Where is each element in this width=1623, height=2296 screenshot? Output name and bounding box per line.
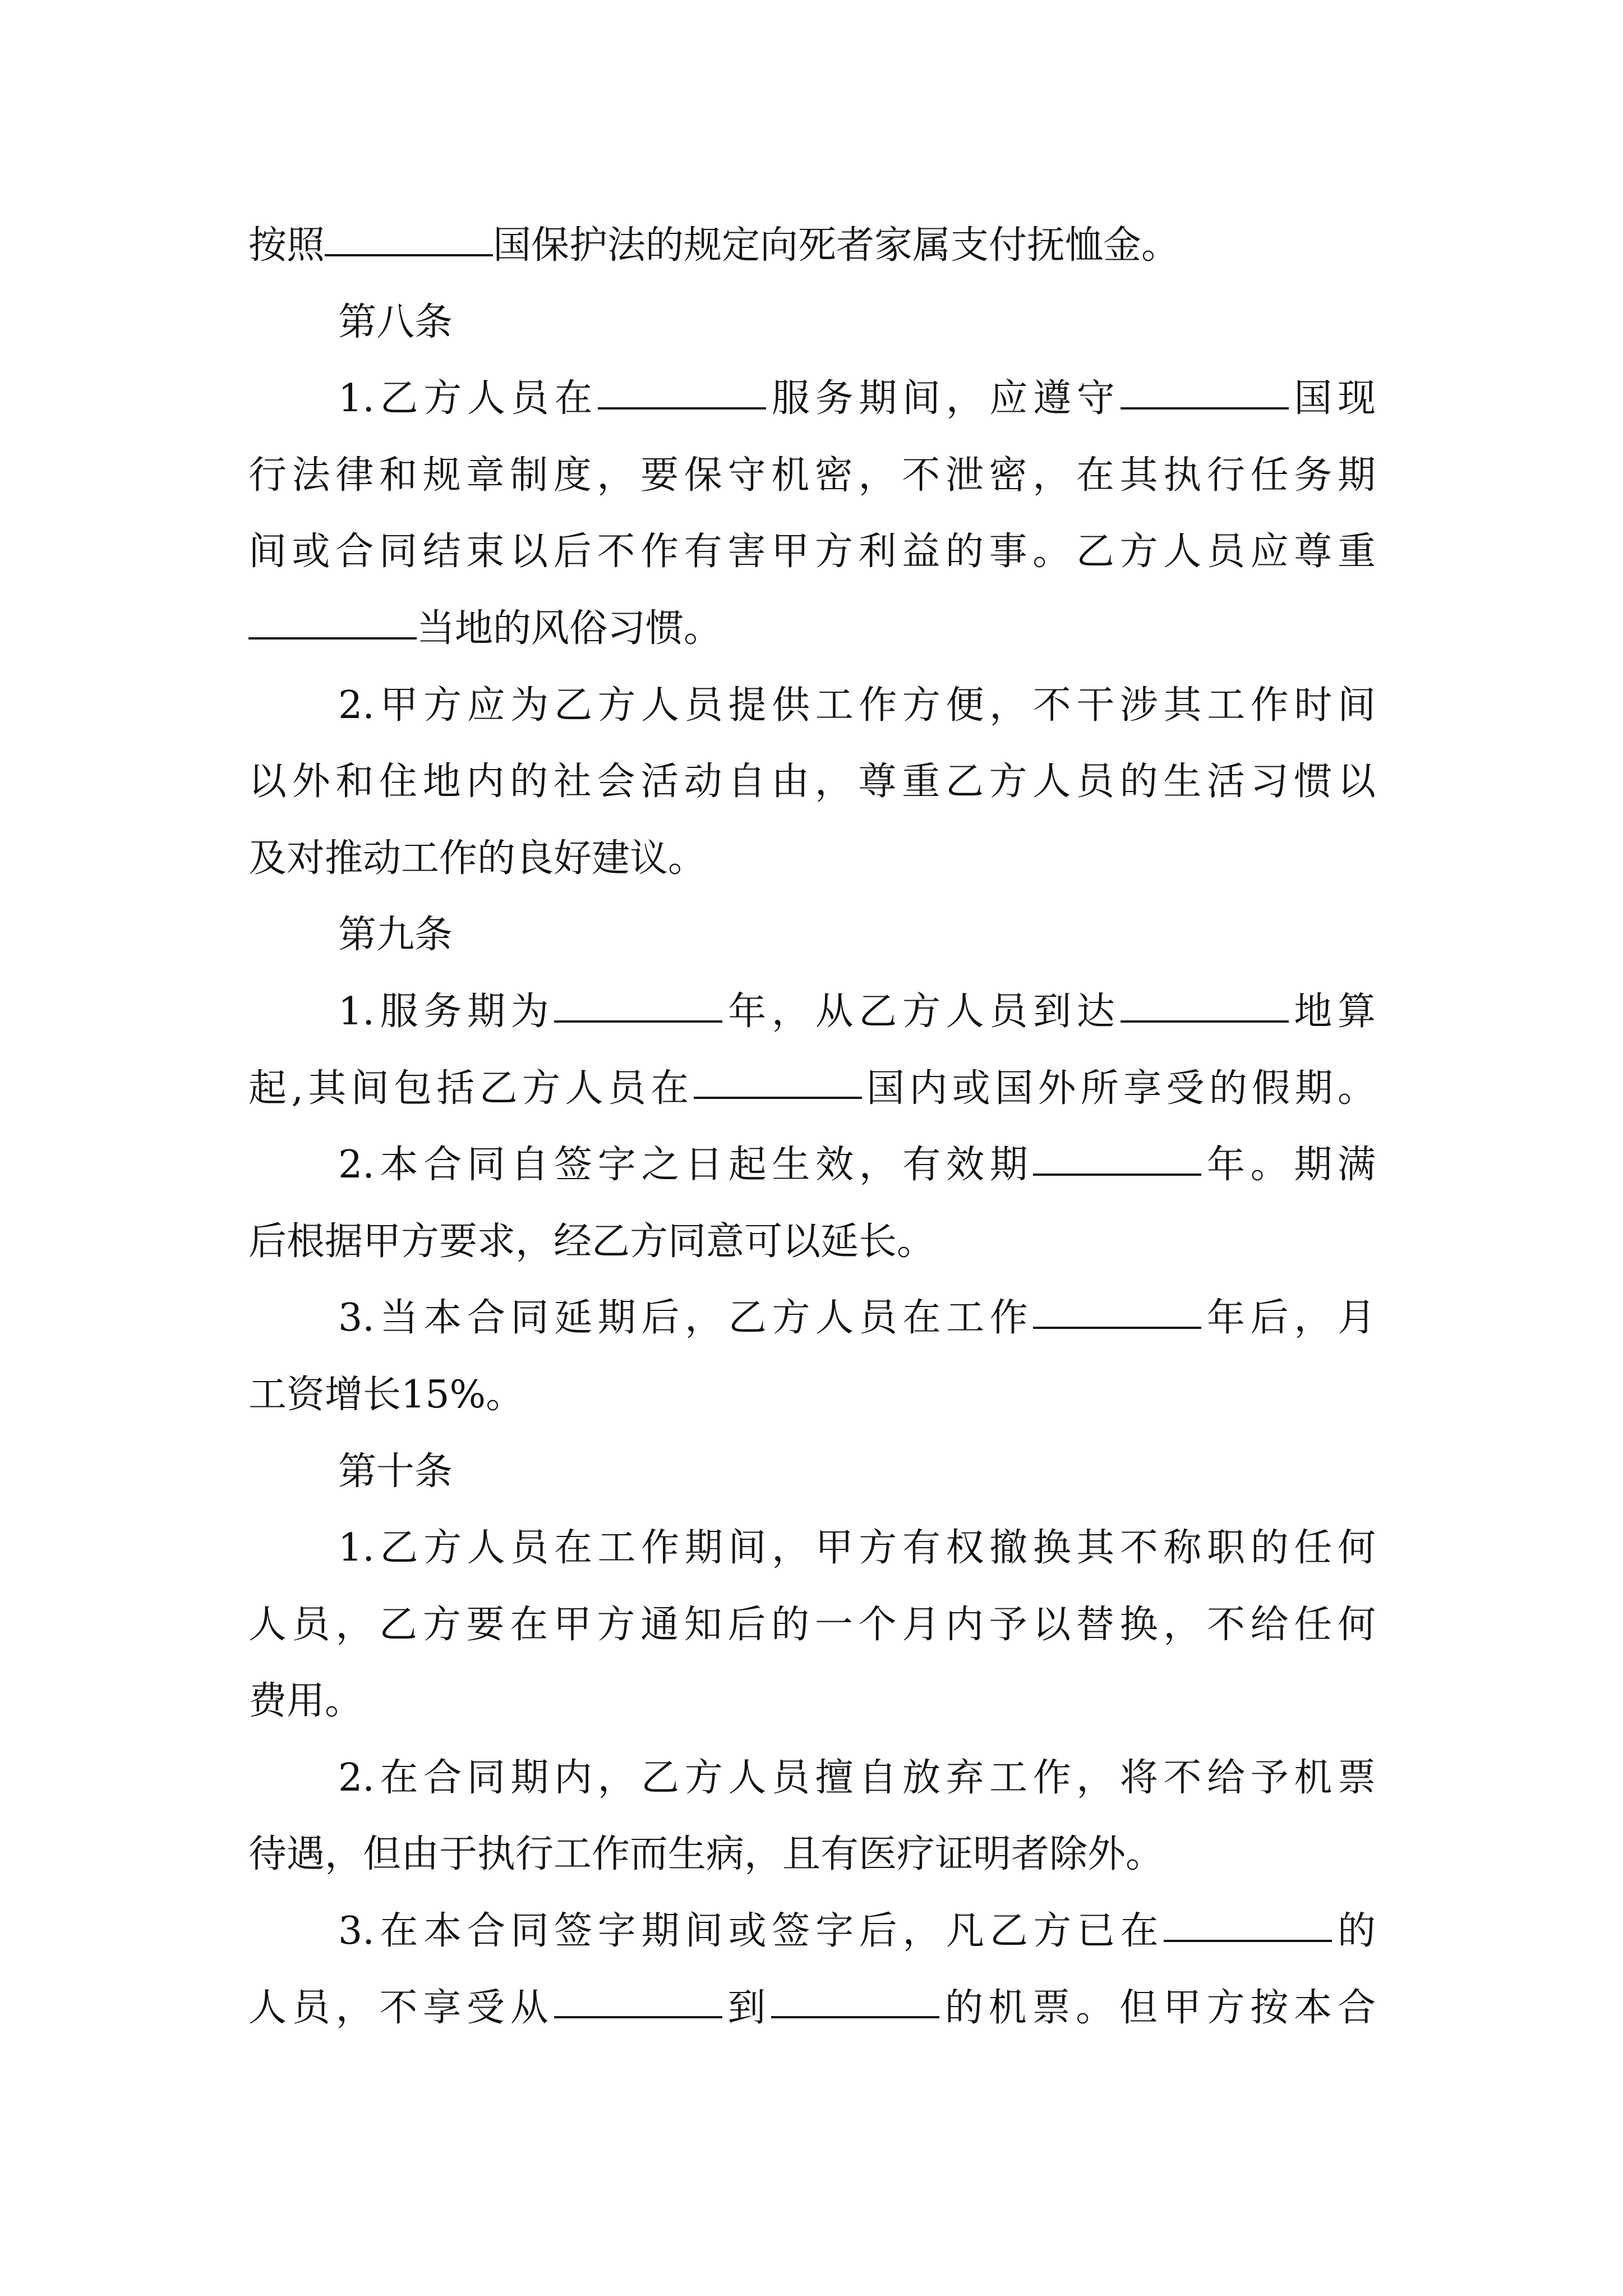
document-line — [248, 974, 1376, 1051]
document-line — [248, 1204, 1376, 1281]
line-text: 3.当本合同延期后，乙方人员在工作 年后，月 — [338, 1296, 1376, 1341]
line-text: 待遇，但由于执行工作而生病，且有医疗证明者除外。 — [248, 1832, 1164, 1877]
fill-in-blank — [771, 2016, 939, 2018]
document-line — [248, 821, 1376, 898]
document-line — [248, 1051, 1376, 1128]
fill-in-blank — [325, 254, 493, 256]
line-text: 人员，不享受从 到 的机票。但甲方按本合 — [248, 1985, 1376, 2030]
line-text: 3.在本合同签字期间或签字后，凡乙方已在 的 — [338, 1909, 1376, 1954]
line-text: 2.在合同期内，乙方人员擅自放弃工作，将不给予机票 — [338, 1755, 1376, 1800]
line-text: 行法律和规章制度，要保守机密，不泄密，在其执行任务期 — [248, 453, 1376, 498]
line-text: 1.服务期为 年，从乙方人员到达 地算 — [338, 989, 1376, 1034]
document-line — [248, 438, 1376, 514]
document-line — [248, 361, 1376, 438]
document-line — [248, 1587, 1376, 1664]
line-text: 及对推动工作的良好建议。 — [248, 836, 707, 881]
line-text: 按照 国保护法的规定向死者家属支付抚恤金。 — [248, 223, 1180, 268]
fill-in-blank — [554, 1020, 722, 1023]
fill-in-blank — [1121, 1020, 1289, 1023]
line-text: 第九条 — [338, 913, 453, 958]
line-text: 人员，乙方要在甲方通知后的一个月内予以替换，不给任何 — [248, 1602, 1376, 1647]
document-line — [248, 1510, 1376, 1587]
document-line — [248, 1740, 1376, 1817]
fill-in-blank — [1033, 1327, 1201, 1329]
document-line — [248, 668, 1376, 744]
line-text: 间或合同结束以后不作有害甲方利益的事。乙方人员应尊重 — [248, 530, 1376, 574]
document-line — [248, 591, 1376, 668]
fill-in-blank — [694, 1097, 862, 1099]
line-text: 以外和住地内的社会活动自由，尊重乙方人员的生活习惯以 — [248, 760, 1376, 804]
line-text: 工资增长15%。 — [248, 1372, 524, 1417]
document-line — [248, 1280, 1376, 1357]
document-line — [248, 744, 1376, 821]
line-text: 费用。 — [248, 1679, 363, 1724]
document-line — [248, 1127, 1376, 1204]
document-line — [248, 897, 1376, 974]
line-text: 后根据甲方要求，经乙方同意可以延长。 — [248, 1219, 935, 1264]
document-line — [248, 1434, 1376, 1511]
line-text: 1.乙方人员在工作期间，甲方有权撤换其不称职的任何 — [338, 1526, 1376, 1571]
document-line — [248, 514, 1376, 591]
document-line — [248, 1893, 1376, 1970]
line-text: 2.甲方应为乙方人员提供工作方便，不干涉其工作时间 — [338, 683, 1376, 728]
document-line — [248, 284, 1376, 361]
document-line — [248, 1663, 1376, 1740]
line-text: 起,其间包括乙方人员在 国内或国外所享受的假期。 — [248, 1066, 1376, 1111]
contract-body — [248, 208, 1376, 2046]
line-text: 2.本合同自签字之日起生效，有效期 年。期满 — [338, 1143, 1376, 1188]
fill-in-blank — [1164, 1940, 1332, 1942]
fill-in-blank — [248, 637, 417, 639]
line-text: 第十条 — [338, 1449, 453, 1494]
fill-in-blank — [554, 2016, 722, 2018]
document-line — [248, 1357, 1376, 1434]
fill-in-blank — [598, 407, 766, 409]
document-line — [248, 1970, 1376, 2047]
line-text: 1.乙方人员在 服务期间，应遵守 国现 — [338, 376, 1376, 421]
document-line — [248, 208, 1376, 284]
fill-in-blank — [1121, 407, 1289, 409]
line-text: 第八条 — [338, 300, 453, 344]
line-text: 当地的风俗习惯。 — [248, 606, 722, 651]
document-line — [248, 1816, 1376, 1893]
fill-in-blank — [1033, 1174, 1201, 1176]
